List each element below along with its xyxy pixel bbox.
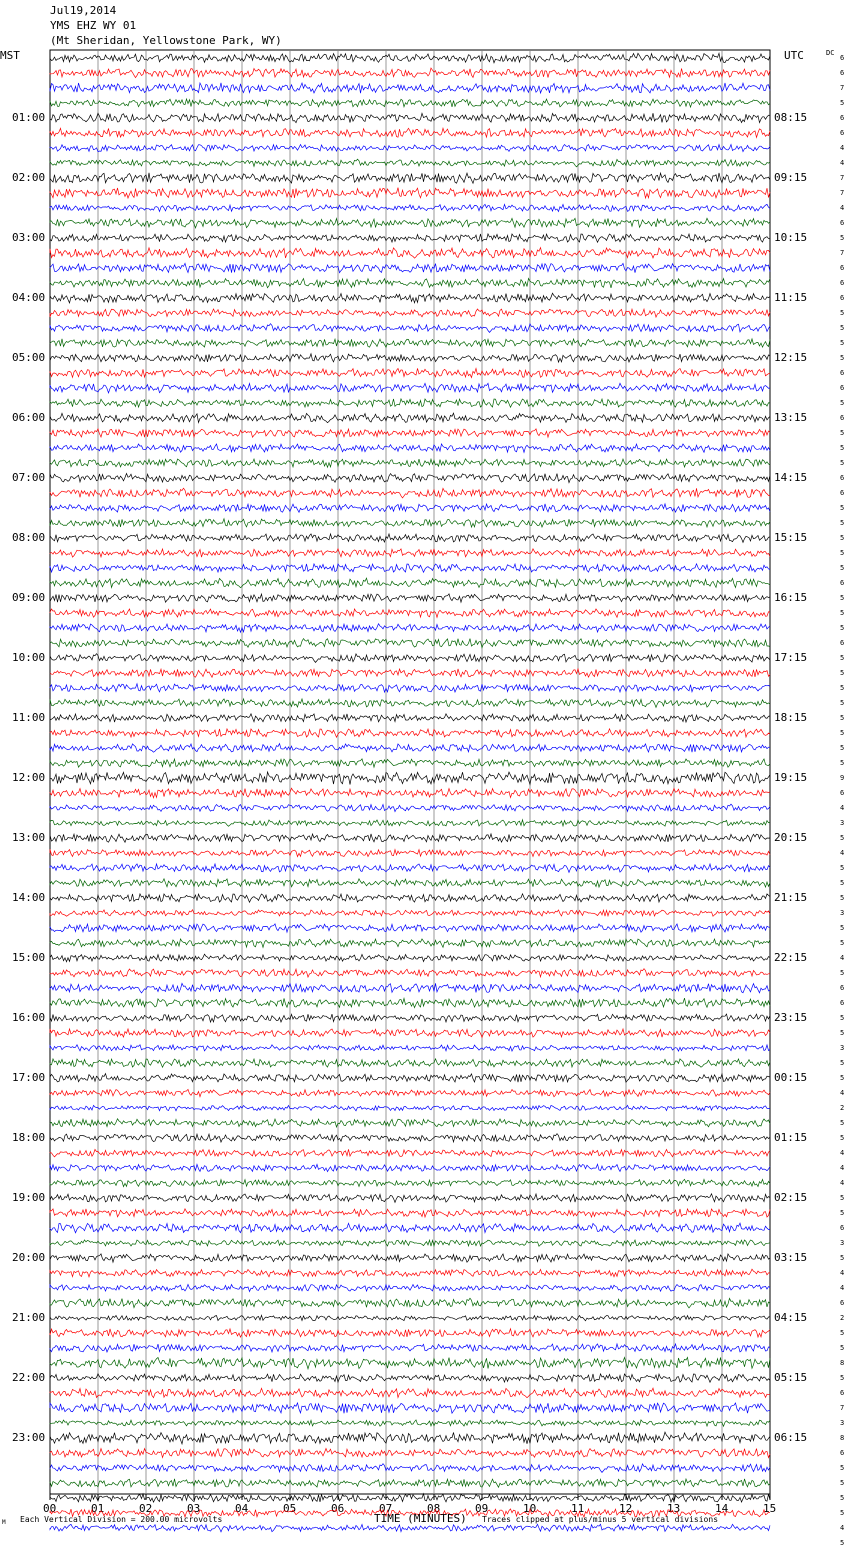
trace-line (50, 368, 770, 377)
footer-mark: M (2, 1519, 6, 1526)
dc-offset-value: 7 (840, 189, 845, 197)
dc-offset-value: 4 (840, 1089, 845, 1097)
trace-line (50, 488, 770, 498)
dc-offset-value: 5 (840, 1014, 845, 1022)
dc-offset-value: 6 (840, 1299, 845, 1307)
dc-offset-value: 2 (840, 1104, 845, 1112)
dc-offset-value: 4 (840, 159, 845, 167)
dc-offset-value: 4 (840, 1524, 845, 1532)
left-time-label: 17:00 (12, 1071, 46, 1084)
dc-offset-value: 6 (840, 579, 845, 587)
left-time-label: 21:00 (12, 1311, 46, 1324)
trace-line (50, 354, 770, 362)
left-time-label: 12:00 (12, 771, 46, 784)
dc-offset-value: 8 (840, 1359, 845, 1367)
utc-label: UTC (784, 49, 804, 62)
trace-line (50, 594, 770, 602)
dc-offset-value: 5 (840, 939, 845, 947)
dc-offset-value: 5 (840, 624, 845, 632)
x-tick-label: 02 (139, 1502, 153, 1515)
right-time-label: 22:15 (774, 951, 808, 964)
trace-line (50, 549, 770, 557)
trace-line (50, 1344, 770, 1352)
right-time-label: 06:15 (774, 1431, 808, 1444)
dc-offset-value: 5 (840, 1074, 845, 1082)
trace-line (50, 879, 770, 887)
right-time-label: 17:15 (774, 651, 808, 664)
dc-offset-value: 5 (840, 504, 845, 512)
trace-line (50, 1524, 770, 1532)
dc-offset-value: 4 (840, 204, 845, 212)
trace-line (50, 578, 770, 588)
dc-offset-value: 5 (840, 699, 845, 707)
left-time-label: 04:00 (12, 291, 46, 304)
dc-offset-value: 4 (840, 1284, 845, 1292)
dc-offset-value: 6 (840, 1449, 845, 1457)
trace-line (50, 1374, 770, 1383)
dc-offset-value: 9 (840, 774, 845, 782)
trace-line (50, 1179, 770, 1186)
dc-offset-value: 5 (840, 879, 845, 887)
trace-line (50, 1479, 770, 1488)
dc-offset-value: 6 (840, 384, 845, 392)
trace-line (50, 864, 770, 873)
dc-offset-value: 5 (840, 1059, 845, 1067)
plot-frame (50, 50, 770, 1494)
dc-offset-value: 5 (840, 399, 845, 407)
dc-offset-value: 5 (840, 1509, 845, 1517)
dc-offset-value: 6 (840, 69, 845, 77)
trace-line (50, 534, 770, 543)
left-time-label: 10:00 (12, 651, 46, 664)
dc-offset-value: 5 (840, 594, 845, 602)
dc-offset-value: 7 (840, 1404, 845, 1412)
left-time-label: 08:00 (12, 531, 46, 544)
trace-line (50, 145, 770, 152)
dc-offset-value: 6 (840, 219, 845, 227)
trace-line (50, 1284, 770, 1291)
right-time-label: 11:15 (774, 291, 808, 304)
dc-offset-value: 5 (840, 714, 845, 722)
trace-line (50, 263, 770, 272)
scale-note: Each Vertical Division = 200.00 microvolts (20, 1515, 223, 1524)
trace-line (50, 113, 770, 123)
left-time-label: 16:00 (12, 1011, 46, 1024)
trace-line (50, 68, 770, 78)
dc-offset-value: 5 (840, 354, 845, 362)
dc-offset-value: 4 (840, 1179, 845, 1187)
right-time-label: 15:15 (774, 531, 808, 544)
x-axis-label: TIME (MINUTES) (374, 1512, 467, 1525)
trace-line (50, 309, 770, 317)
dc-offset-value: 5 (840, 564, 845, 572)
header-date: Jul19,2014 (50, 4, 117, 17)
trace-line (50, 759, 770, 767)
x-tick-label: 04 (235, 1502, 249, 1515)
trace-line (50, 504, 770, 512)
trace-line (50, 684, 770, 692)
dc-offset-value: 5 (840, 1539, 845, 1547)
trace-line (50, 654, 770, 663)
trace-line (50, 1388, 770, 1398)
trace-line (50, 1315, 770, 1321)
dc-offset-value: 3 (840, 909, 845, 917)
trace-line (50, 849, 770, 856)
dc-offset-value: 5 (840, 234, 845, 242)
left-time-label: 22:00 (12, 1371, 46, 1384)
trace-line (50, 128, 770, 137)
dc-offset-value: 3 (840, 819, 845, 827)
dc-offset-value: 5 (840, 924, 845, 932)
right-time-label: 16:15 (774, 591, 808, 604)
trace-line (50, 729, 770, 738)
trace-line (50, 1494, 770, 1502)
trace-line (50, 954, 770, 962)
x-tick-label: 13 (667, 1502, 681, 1515)
dc-offset-value: 6 (840, 369, 845, 377)
dc-offset-value: 5 (840, 1374, 845, 1382)
trace-line (50, 772, 770, 785)
trace-line (50, 1269, 770, 1277)
dc-offset-value: 3 (840, 1239, 845, 1247)
left-time-label: 07:00 (12, 471, 46, 484)
x-tick-label: 10 (523, 1502, 537, 1515)
dc-offset-value: 5 (840, 1194, 845, 1202)
dc-offset-value: 6 (840, 279, 845, 287)
trace-line (50, 1329, 770, 1337)
x-tick-label: 15 (763, 1502, 777, 1515)
right-time-label: 12:15 (774, 351, 808, 364)
left-time-label: 03:00 (12, 231, 46, 244)
trace-line (50, 1298, 770, 1308)
trace-line (50, 1432, 770, 1444)
dc-offset-value: 5 (840, 549, 845, 557)
trace-line (50, 474, 770, 483)
dc-offset-value: 5 (840, 459, 845, 467)
header-station: YMS EHZ WY 01 (50, 19, 137, 32)
dc-offset-value: 5 (840, 1134, 845, 1142)
dc-offset-value: 4 (840, 1269, 845, 1277)
trace-line (50, 1449, 770, 1458)
trace-line (50, 1074, 770, 1083)
dc-offset-value: 6 (840, 984, 845, 992)
trace-line (50, 998, 770, 1008)
left-time-label: 23:00 (12, 1431, 46, 1444)
dc-offset-value: 5 (840, 1344, 845, 1352)
x-tick-label: 14 (715, 1502, 729, 1515)
trace-line (50, 459, 770, 468)
left-time-label: 05:00 (12, 351, 46, 364)
dc-offset-value: 8 (840, 1434, 845, 1442)
trace-line (50, 204, 770, 211)
trace-line (50, 1209, 770, 1217)
dc-offset-value: 6 (840, 639, 845, 647)
dc-offset-value: 4 (840, 849, 845, 857)
right-time-label: 03:15 (774, 1251, 808, 1264)
dc-offset-value: 6 (840, 999, 845, 1007)
right-time-label: 05:15 (774, 1371, 808, 1384)
left-time-label: 13:00 (12, 831, 46, 844)
dc-offset-value: 6 (840, 474, 845, 482)
trace-line (50, 1223, 770, 1233)
x-tick-label: 11 (571, 1502, 585, 1515)
trace-line (50, 1105, 770, 1110)
trace-line (50, 293, 770, 303)
dc-offset-value: 2 (840, 1314, 845, 1322)
dc-offset-value: 5 (840, 309, 845, 317)
dc-offset-value: 4 (840, 954, 845, 962)
trace-line (50, 744, 770, 753)
dc-offset-value: 4 (840, 144, 845, 152)
dc-offset-value: 7 (840, 249, 845, 257)
right-time-label: 09:15 (774, 171, 808, 184)
left-time-label: 01:00 (12, 111, 46, 124)
trace-line (50, 1403, 770, 1413)
trace-line (50, 1420, 770, 1426)
dc-offset-value: 5 (840, 684, 845, 692)
trace-line (50, 399, 770, 407)
x-tick-label: 01 (91, 1502, 105, 1515)
dc-offset-value: 5 (840, 969, 845, 977)
dc-offset-value: 6 (840, 489, 845, 497)
trace-line (50, 519, 770, 527)
dc-offset-value: 5 (840, 1029, 845, 1037)
right-time-label: 01:15 (774, 1131, 808, 1144)
trace-line (50, 324, 770, 333)
trace-line (50, 83, 770, 93)
trace-line (50, 1134, 770, 1142)
dc-offset-value: 4 (840, 1164, 845, 1172)
left-time-label: 02:00 (12, 171, 46, 184)
right-time-label: 08:15 (774, 111, 808, 124)
trace-line (50, 173, 770, 184)
right-time-label: 14:15 (774, 471, 808, 484)
trace-line (50, 804, 770, 811)
trace-line (50, 1119, 770, 1127)
left-time-label: 09:00 (12, 591, 46, 604)
dc-offset-value: 5 (840, 669, 845, 677)
x-tick-label: 08 (427, 1502, 441, 1515)
trace-line (50, 639, 770, 648)
trace-line (50, 234, 770, 242)
dc-offset-value: 5 (840, 834, 845, 842)
x-tick-label: 09 (475, 1502, 489, 1515)
dc-offset-value: 5 (840, 324, 845, 332)
dc-offset-value: 5 (840, 429, 845, 437)
dc-offset-value: 4 (840, 804, 845, 812)
trace-line (50, 248, 770, 259)
trace-line (50, 383, 770, 393)
dc-offset-value: 5 (840, 864, 845, 872)
trace-line (50, 969, 770, 977)
dc-offset-value: 5 (840, 444, 845, 452)
left-time-label: 18:00 (12, 1131, 46, 1144)
trace-line (50, 1149, 770, 1157)
trace-line (50, 99, 770, 107)
trace-line (50, 1164, 770, 1171)
trace-line (50, 834, 770, 842)
dc-offset-value: 5 (840, 759, 845, 767)
trace-line (50, 1059, 770, 1068)
x-tick-label: 00 (43, 1502, 57, 1515)
trace-line (50, 188, 770, 199)
right-time-label: 13:15 (774, 411, 808, 424)
header-location: (Mt Sheridan, Yellowstone Park, WY) (50, 34, 282, 47)
trace-line (50, 609, 770, 618)
dc-offset-value: 5 (840, 1479, 845, 1487)
trace-line (50, 413, 770, 423)
dc-offset-value: 5 (840, 1254, 845, 1262)
dc-offset-value: 6 (840, 264, 845, 272)
trace-line (50, 983, 770, 993)
dc-offset-value: 6 (840, 114, 845, 122)
trace-line (50, 714, 770, 722)
dc-offset-value: 5 (840, 1464, 845, 1472)
dc-offset-value: 7 (840, 84, 845, 92)
trace-line (50, 159, 770, 167)
trace-line (50, 669, 770, 677)
trace-line (50, 820, 770, 827)
trace-line (50, 1089, 770, 1096)
trace-line (50, 278, 770, 288)
dc-offset-value: 7 (840, 174, 845, 182)
trace-line (50, 939, 770, 948)
trace-line (50, 429, 770, 437)
left-time-label: 14:00 (12, 891, 46, 904)
trace-line (50, 218, 770, 228)
trace-line (50, 924, 770, 932)
dc-label: DC (826, 49, 835, 57)
trace-line (50, 1014, 770, 1022)
trace-line (50, 564, 770, 573)
dc-offset-value: 5 (840, 894, 845, 902)
dc-offset-value: 5 (840, 99, 845, 107)
left-time-label: 06:00 (12, 411, 46, 424)
dc-offset-value: 5 (840, 519, 845, 527)
trace-line (50, 624, 770, 633)
right-time-label: 21:15 (774, 891, 808, 904)
left-time-label: 19:00 (12, 1191, 46, 1204)
dc-offset-value: 6 (840, 1224, 845, 1232)
x-tick-label: 12 (619, 1502, 633, 1515)
dc-offset-value: 5 (840, 1119, 845, 1127)
trace-line (50, 1464, 770, 1473)
right-time-label: 00:15 (774, 1071, 808, 1084)
right-time-label: 20:15 (774, 831, 808, 844)
dc-offset-value: 5 (840, 534, 845, 542)
trace-line (50, 1045, 770, 1051)
trace-line (50, 444, 770, 453)
right-time-label: 18:15 (774, 711, 808, 724)
clip-note: Traces clipped at plus/minus 5 vertical divisions (482, 1515, 719, 1524)
left-time-label: 11:00 (12, 711, 46, 724)
dc-offset-value: 5 (840, 1329, 845, 1337)
dc-offset-value: 5 (840, 654, 845, 662)
right-time-label: 02:15 (774, 1191, 808, 1204)
trace-line (50, 894, 770, 903)
dc-offset-value: 6 (840, 789, 845, 797)
x-tick-label: 05 (283, 1502, 297, 1515)
trace-line (50, 910, 770, 917)
dc-offset-value: 5 (840, 1494, 845, 1502)
dc-offset-value: 5 (840, 729, 845, 737)
dc-offset-value: 5 (840, 1209, 845, 1217)
right-time-label: 23:15 (774, 1011, 808, 1024)
left-time-label: 15:00 (12, 951, 46, 964)
dc-offset-value: 6 (840, 54, 845, 62)
trace-line (50, 339, 770, 348)
right-time-label: 10:15 (774, 231, 808, 244)
x-tick-label: 07 (379, 1502, 393, 1515)
trace-line (50, 699, 770, 708)
dc-offset-value: 4 (840, 1149, 845, 1157)
trace-line (50, 1254, 770, 1262)
trace-line (50, 1194, 770, 1203)
trace-line (50, 1240, 770, 1246)
dc-offset-value: 5 (840, 339, 845, 347)
x-tick-label: 03 (187, 1502, 201, 1515)
trace-line (50, 1029, 770, 1038)
right-time-label: 04:15 (774, 1311, 808, 1324)
mst-label: MST (0, 49, 20, 62)
right-time-label: 19:15 (774, 771, 808, 784)
dc-offset-value: 6 (840, 129, 845, 137)
x-tick-label: 06 (331, 1502, 345, 1515)
dc-offset-value: 3 (840, 1419, 845, 1427)
trace-line (50, 788, 770, 798)
dc-offset-value: 6 (840, 1389, 845, 1397)
dc-offset-value: 5 (840, 744, 845, 752)
trace-line (50, 53, 770, 63)
dc-offset-value: 6 (840, 414, 845, 422)
dc-offset-value: 6 (840, 294, 845, 302)
left-time-label: 20:00 (12, 1251, 46, 1264)
dc-offset-value: 3 (840, 1044, 845, 1052)
dc-offset-value: 5 (840, 609, 845, 617)
trace-line (50, 1357, 770, 1369)
